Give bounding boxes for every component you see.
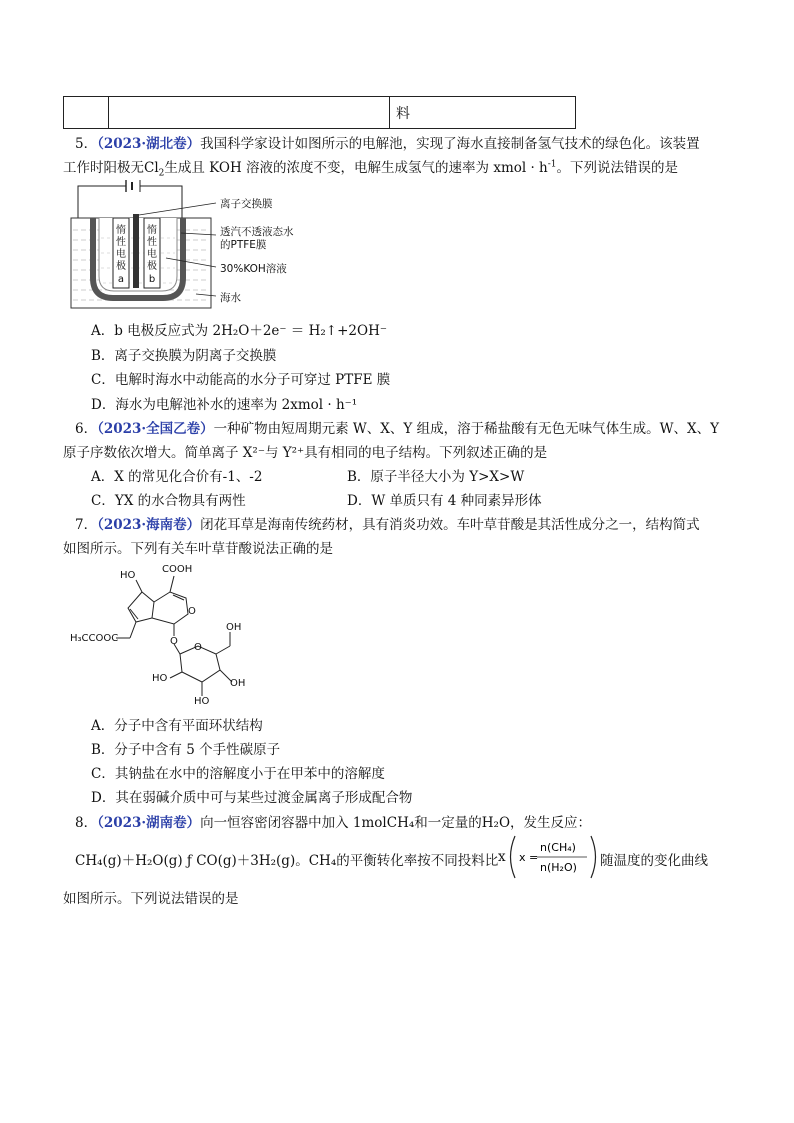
q6-option-b: B．原子半径大小为 Y>X>W — [347, 469, 525, 485]
label-ion-exchange-membrane: 离子交换膜 — [220, 198, 273, 210]
cooh-label: COOH — [162, 564, 193, 575]
electrode-b-char-2: 性 — [147, 237, 157, 248]
ratio-numerator: n(CH₄) — [540, 841, 576, 854]
q8-x-symbol: x — [498, 849, 506, 865]
ring-o-label: O — [188, 606, 196, 617]
q5-line1 — [75, 132, 700, 152]
q5-line2: 工作时阳极无$Cl_2$生成且 KOH 溶液的浓度不变，电解生成氢气的速率为 xmol · $h^{-1}$。下列说法错误的是 — [63, 159, 679, 179]
q8-ratio-formula — [507, 834, 599, 880]
q8-line1: 8．（2023·湖南卷）向一恒容密闭容器中加入 1molCH₄和一定量的H₂O，发生反应： — [75, 815, 592, 831]
q6-option-d: D．W 单质只有 4 种同素异形体 — [347, 493, 542, 509]
asperulosidic-acid-structure — [70, 558, 260, 708]
q5-num: 5． — [75, 136, 98, 152]
table-cell-3: 料 — [390, 97, 576, 129]
table-cell-2 — [109, 97, 390, 129]
label-seawater: 海水 — [220, 292, 241, 304]
q7-line1: 7．（2023·海南卷）闭花耳草是海南传统药材，具有消炎功效。车叶草苷酸是其活性成分之一，结构简式 — [75, 517, 700, 533]
ratio-lhs: x = — [519, 851, 539, 864]
ho-top-label: HO — [120, 570, 136, 581]
q6-source: （2023·全国乙卷） — [97, 421, 214, 437]
q6-line2: 原子序数依次增大。简单离子 X²⁻与 Y²⁺具有相同的电子结构。下列叙述正确的是 — [63, 445, 548, 461]
electrode-b-char-1: 惰 — [147, 225, 157, 236]
q5-source: （2023·湖北卷） — [97, 136, 201, 152]
electrode-b-char-4: 极 — [147, 261, 157, 272]
electrode-a-char-2: 性 — [116, 237, 126, 248]
q8-source: （2023·湖南卷） — [97, 815, 201, 831]
q7-option-d: D．其在弱碱介质中可与某些过渡金属离子形成配合物 — [91, 790, 413, 806]
ho-left-label: HO — [152, 673, 168, 684]
q6-line1: 6．（2023·全国乙卷）一种矿物由短周期元素 W、X、Y 组成，溶于稀盐酸有无色无味气体生成。W、X、Y — [75, 421, 720, 437]
q6-option-c: C．YX 的水合物具有两性 — [91, 493, 246, 509]
ion-exchange-membrane — [133, 214, 139, 288]
q5-option-c: C．电解时海水中动能高的水分子可穿过 PTFE 膜 — [91, 372, 391, 388]
acetyl-label: H₃CCOOC — [70, 633, 119, 644]
q8-line3: 如图所示。下列说法错误的是 — [63, 891, 239, 907]
electrode-a-letter: a — [117, 274, 125, 285]
q5-option-a: A．b 电极反应式为 2H₂O＋2e⁻ ＝ H₂↑+2OH⁻ — [91, 323, 387, 339]
electrode-b-char-3: 电 — [147, 249, 157, 260]
ratio-denominator: n(H₂O) — [540, 861, 577, 874]
ho-bottom-label: HO — [194, 696, 210, 707]
q7-line2: 如图所示。下列有关车叶草苷酸说法正确的是 — [63, 541, 333, 557]
oh-ch2-label: OH — [226, 622, 242, 633]
table-cell-1 — [64, 97, 109, 129]
q7-option-b: B．分子中含有 5 个手性碳原子 — [91, 742, 281, 758]
q5-option-b: B．离子交换膜为阴离子交换膜 — [91, 348, 277, 364]
q5-text1: 我国科学家设计如图所示的电解池，实现了海水直接制备氢气技术的绿色化。该装置 — [200, 136, 700, 152]
pyranose-o-label: O — [194, 642, 202, 653]
q8-eq-tail: 随温度的变化曲线 — [600, 853, 708, 869]
q6-option-a: A．X 的常见化合价有-1、-2 — [91, 469, 263, 485]
q5-option-d: D．海水为电解池补水的速率为 2xmol · h⁻¹ — [91, 397, 358, 413]
label-ptfe-2: 的PTFE膜 — [220, 239, 267, 251]
electrode-a-char-3: 电 — [116, 249, 126, 260]
electrode-a-char-4: 极 — [116, 261, 126, 272]
electrode-b-letter: b — [148, 274, 156, 285]
oh-right-label: OH — [230, 678, 246, 689]
q7-source: （2023·海南卷） — [97, 517, 201, 533]
label-koh: 30%KOH溶液 — [220, 263, 287, 275]
electrode-a-char-1: 惰 — [116, 225, 126, 236]
q8-reaction: CH₄(g)＋H₂O(g) ƒ CO(g)＋3H₂(g) — [75, 853, 296, 869]
table-fragment — [63, 96, 576, 129]
q8-equation-line: CH₄(g)＋H₂O(g) ƒ CO(g)＋3H₂(g)。CH₄的平衡转化率按不同投料比 — [75, 853, 499, 869]
q7-option-a: A．分子中含有平面环状结构 — [91, 718, 263, 734]
label-ptfe-1: 透汽不透液态水 — [220, 226, 294, 238]
q7-option-c: C．其钠盐在水中的溶解度小于在甲苯中的溶解度 — [91, 766, 385, 782]
electrolysis-cell-figure — [68, 178, 318, 313]
left-paren — [511, 836, 516, 878]
glycoside-o-label: O — [170, 636, 178, 647]
right-paren — [591, 836, 596, 878]
